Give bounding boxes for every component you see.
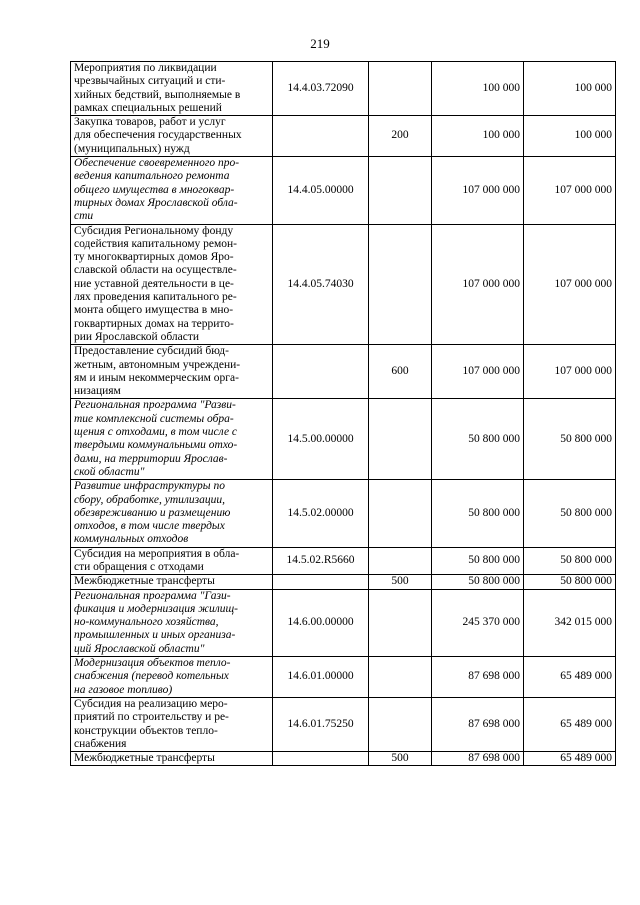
row-name-line: Региональная программа "Гази- xyxy=(74,589,231,602)
row-name-line: монта общего имущества в мно- xyxy=(74,304,234,317)
row-code-cell: 14.4.03.72090 xyxy=(273,62,369,116)
row-type-cell xyxy=(369,480,432,547)
row-code-cell xyxy=(273,116,369,157)
row-name-cell xyxy=(71,697,273,751)
row-value-1-cell: 87 698 000 xyxy=(432,697,524,751)
row-name-line: Мероприятия по ликвидации xyxy=(74,62,217,74)
row-name-cell xyxy=(71,224,273,345)
row-value-1-cell: 100 000 xyxy=(432,62,524,116)
row-name-line: содействия капитальному ремон- xyxy=(74,237,237,250)
row-value-2-cell: 100 000 xyxy=(524,116,616,157)
table-row xyxy=(71,575,616,589)
row-code-cell xyxy=(273,345,369,399)
row-code-cell: 14.4.05.74030 xyxy=(273,224,369,345)
row-name-line: для обеспечения государственных xyxy=(74,129,242,142)
table-row xyxy=(71,116,616,157)
row-value-2-cell: 50 800 000 xyxy=(524,399,616,480)
row-name-line: Межбюджетные трансферты xyxy=(74,575,215,588)
row-value-1-cell: 107 000 000 xyxy=(432,224,524,345)
row-name-line: рии Ярославской области xyxy=(74,330,200,343)
row-name-line: Субсидия на мероприятия в обла- xyxy=(74,547,240,560)
row-name-cell xyxy=(71,62,273,116)
row-value-2-cell: 107 000 000 xyxy=(524,157,616,224)
row-type-cell xyxy=(369,399,432,480)
row-value-2-cell: 65 489 000 xyxy=(524,697,616,751)
row-name-line: конструкции объектов тепло- xyxy=(74,724,218,737)
row-name-cell xyxy=(71,575,273,589)
row-name-line: тирных домах Ярославской обла- xyxy=(74,196,238,209)
row-type-cell: 500 xyxy=(369,575,432,589)
row-code-cell: 14.4.05.00000 xyxy=(273,157,369,224)
row-value-2-cell: 50 800 000 xyxy=(524,480,616,547)
row-name-line: коммунальных отходов xyxy=(74,533,189,546)
row-value-1-cell: 107 000 000 xyxy=(432,345,524,399)
row-name-line: сти обращения с отходами xyxy=(74,560,204,573)
row-name-line: фикация и модернизация жилищ- xyxy=(74,602,238,615)
row-name-line: Закупка товаров, работ и услуг xyxy=(74,116,226,129)
row-type-cell xyxy=(369,224,432,345)
row-name-line: хийных бедствий, выполняемые в xyxy=(74,88,241,101)
row-code-cell: 14.5.02.R5660 xyxy=(273,547,369,575)
row-name-line: дами, на территории Ярослав- xyxy=(74,452,228,465)
row-value-2-cell: 342 015 000 xyxy=(524,589,616,656)
table-row xyxy=(71,547,616,575)
table-row xyxy=(71,157,616,224)
row-name-line: лях проведения капитального ре- xyxy=(74,291,237,304)
table-row xyxy=(71,399,616,480)
row-type-cell xyxy=(369,657,432,698)
row-name-line: щения с отходами, в том числе с xyxy=(74,426,238,439)
row-type-cell: 200 xyxy=(369,116,432,157)
row-type-cell xyxy=(369,547,432,575)
row-type-cell xyxy=(369,62,432,116)
row-code-cell: 14.6.01.00000 xyxy=(273,657,369,698)
row-name-line: ям и иным некоммерческим орга- xyxy=(74,371,239,384)
row-name-cell xyxy=(71,547,273,575)
row-name-line: но-коммунального хозяйства, xyxy=(74,616,219,629)
row-name-line: Обеспечение своевременного про- xyxy=(74,157,240,170)
row-name-line: ние уставной деятельности в це- xyxy=(74,277,234,290)
table-row xyxy=(71,224,616,345)
row-name-line: Субсидия Региональному фонду xyxy=(74,224,234,237)
row-value-1-cell: 50 800 000 xyxy=(432,575,524,589)
row-name-line: жетным, автономным учреждени- xyxy=(74,358,241,371)
row-value-1-cell: 100 000 xyxy=(432,116,524,157)
row-value-1-cell: 50 800 000 xyxy=(432,399,524,480)
row-code-cell xyxy=(273,752,369,766)
row-name-line: Предоставление субсидий бюд- xyxy=(74,345,229,358)
row-name-line: гоквартирных домах на террито- xyxy=(74,317,234,330)
row-value-2-cell: 50 800 000 xyxy=(524,547,616,575)
row-name-line: Региональная программа "Разви- xyxy=(74,399,236,412)
row-value-2-cell: 65 489 000 xyxy=(524,752,616,766)
row-code-cell: 14.5.00.00000 xyxy=(273,399,369,480)
row-name-cell xyxy=(71,116,273,157)
row-value-1-cell: 87 698 000 xyxy=(432,657,524,698)
row-name-line: (муниципальных) нужд xyxy=(74,142,190,155)
row-type-cell: 500 xyxy=(369,752,432,766)
row-name-line: обезвреживанию и размещению xyxy=(74,506,231,519)
row-name-line: Межбюджетные трансферты xyxy=(74,752,215,765)
row-name-line: на газовое топливо) xyxy=(74,683,173,696)
row-name-line: славской области на осуществле- xyxy=(74,264,237,277)
row-name-cell xyxy=(71,657,273,698)
table-row xyxy=(71,657,616,698)
row-value-2-cell: 107 000 000 xyxy=(524,345,616,399)
table-row xyxy=(71,752,616,766)
row-name-cell xyxy=(71,480,273,547)
row-name-line: промышленных и иных организа- xyxy=(74,629,236,642)
row-value-2-cell: 65 489 000 xyxy=(524,657,616,698)
row-code-cell: 14.6.01.75250 xyxy=(273,697,369,751)
row-value-2-cell: 107 000 000 xyxy=(524,224,616,345)
row-type-cell xyxy=(369,157,432,224)
row-name-line: Субсидия на реализацию меро- xyxy=(74,697,228,710)
row-type-cell xyxy=(369,589,432,656)
row-name-line: ведения капитального ремонта xyxy=(74,170,230,183)
row-name-cell xyxy=(71,752,273,766)
page-number: 219 xyxy=(310,36,330,51)
row-value-2-cell: 100 000 xyxy=(524,62,616,116)
row-type-cell xyxy=(369,697,432,751)
row-name-line: сти xyxy=(74,210,94,223)
row-name-line: снабжения xyxy=(74,737,127,750)
row-name-line: Модернизация объектов тепло- xyxy=(74,657,231,670)
row-name-line: снабжения (перевод котельных xyxy=(74,670,229,683)
row-name-cell xyxy=(71,345,273,399)
row-value-1-cell: 50 800 000 xyxy=(432,480,524,547)
table-body xyxy=(71,62,616,766)
row-name-line: чрезвычайных ситуаций и сти- xyxy=(74,75,226,88)
budget-table xyxy=(70,61,616,766)
row-name-line: ций Ярославской области" xyxy=(74,642,205,655)
row-name-line: отходов, в том числе твердых xyxy=(74,520,225,533)
row-name-line: тие комплексной системы обра- xyxy=(74,412,234,425)
row-name-line: сбору, обработке, утилизации, xyxy=(74,493,226,506)
row-name-line: приятий по строительству и ре- xyxy=(74,711,229,724)
row-code-cell: 14.6.00.00000 xyxy=(273,589,369,656)
row-value-1-cell: 87 698 000 xyxy=(432,752,524,766)
row-name-line: низациям xyxy=(74,385,121,398)
table-row xyxy=(71,697,616,751)
row-code-cell: 14.5.02.00000 xyxy=(273,480,369,547)
row-value-1-cell: 50 800 000 xyxy=(432,547,524,575)
row-name-line: ту многоквартирных домов Яро- xyxy=(74,251,234,264)
row-name-line: рамках специальных решений xyxy=(74,101,222,114)
table-row xyxy=(71,345,616,399)
row-name-line: общего имущества в многоквар- xyxy=(74,183,235,196)
table-row xyxy=(71,589,616,656)
table-row xyxy=(71,62,616,116)
row-value-1-cell: 245 370 000 xyxy=(432,589,524,656)
row-name-cell xyxy=(71,399,273,480)
row-code-cell xyxy=(273,575,369,589)
row-value-2-cell: 50 800 000 xyxy=(524,575,616,589)
row-name-cell xyxy=(71,157,273,224)
row-name-line: Развитие инфраструктуры по xyxy=(74,480,225,493)
table-row xyxy=(71,480,616,547)
row-name-line: ской области" xyxy=(74,465,145,478)
row-name-cell xyxy=(71,589,273,656)
row-value-1-cell: 107 000 000 xyxy=(432,157,524,224)
row-name-line: твердыми коммунальными отхо- xyxy=(74,439,238,452)
row-type-cell: 600 xyxy=(369,345,432,399)
